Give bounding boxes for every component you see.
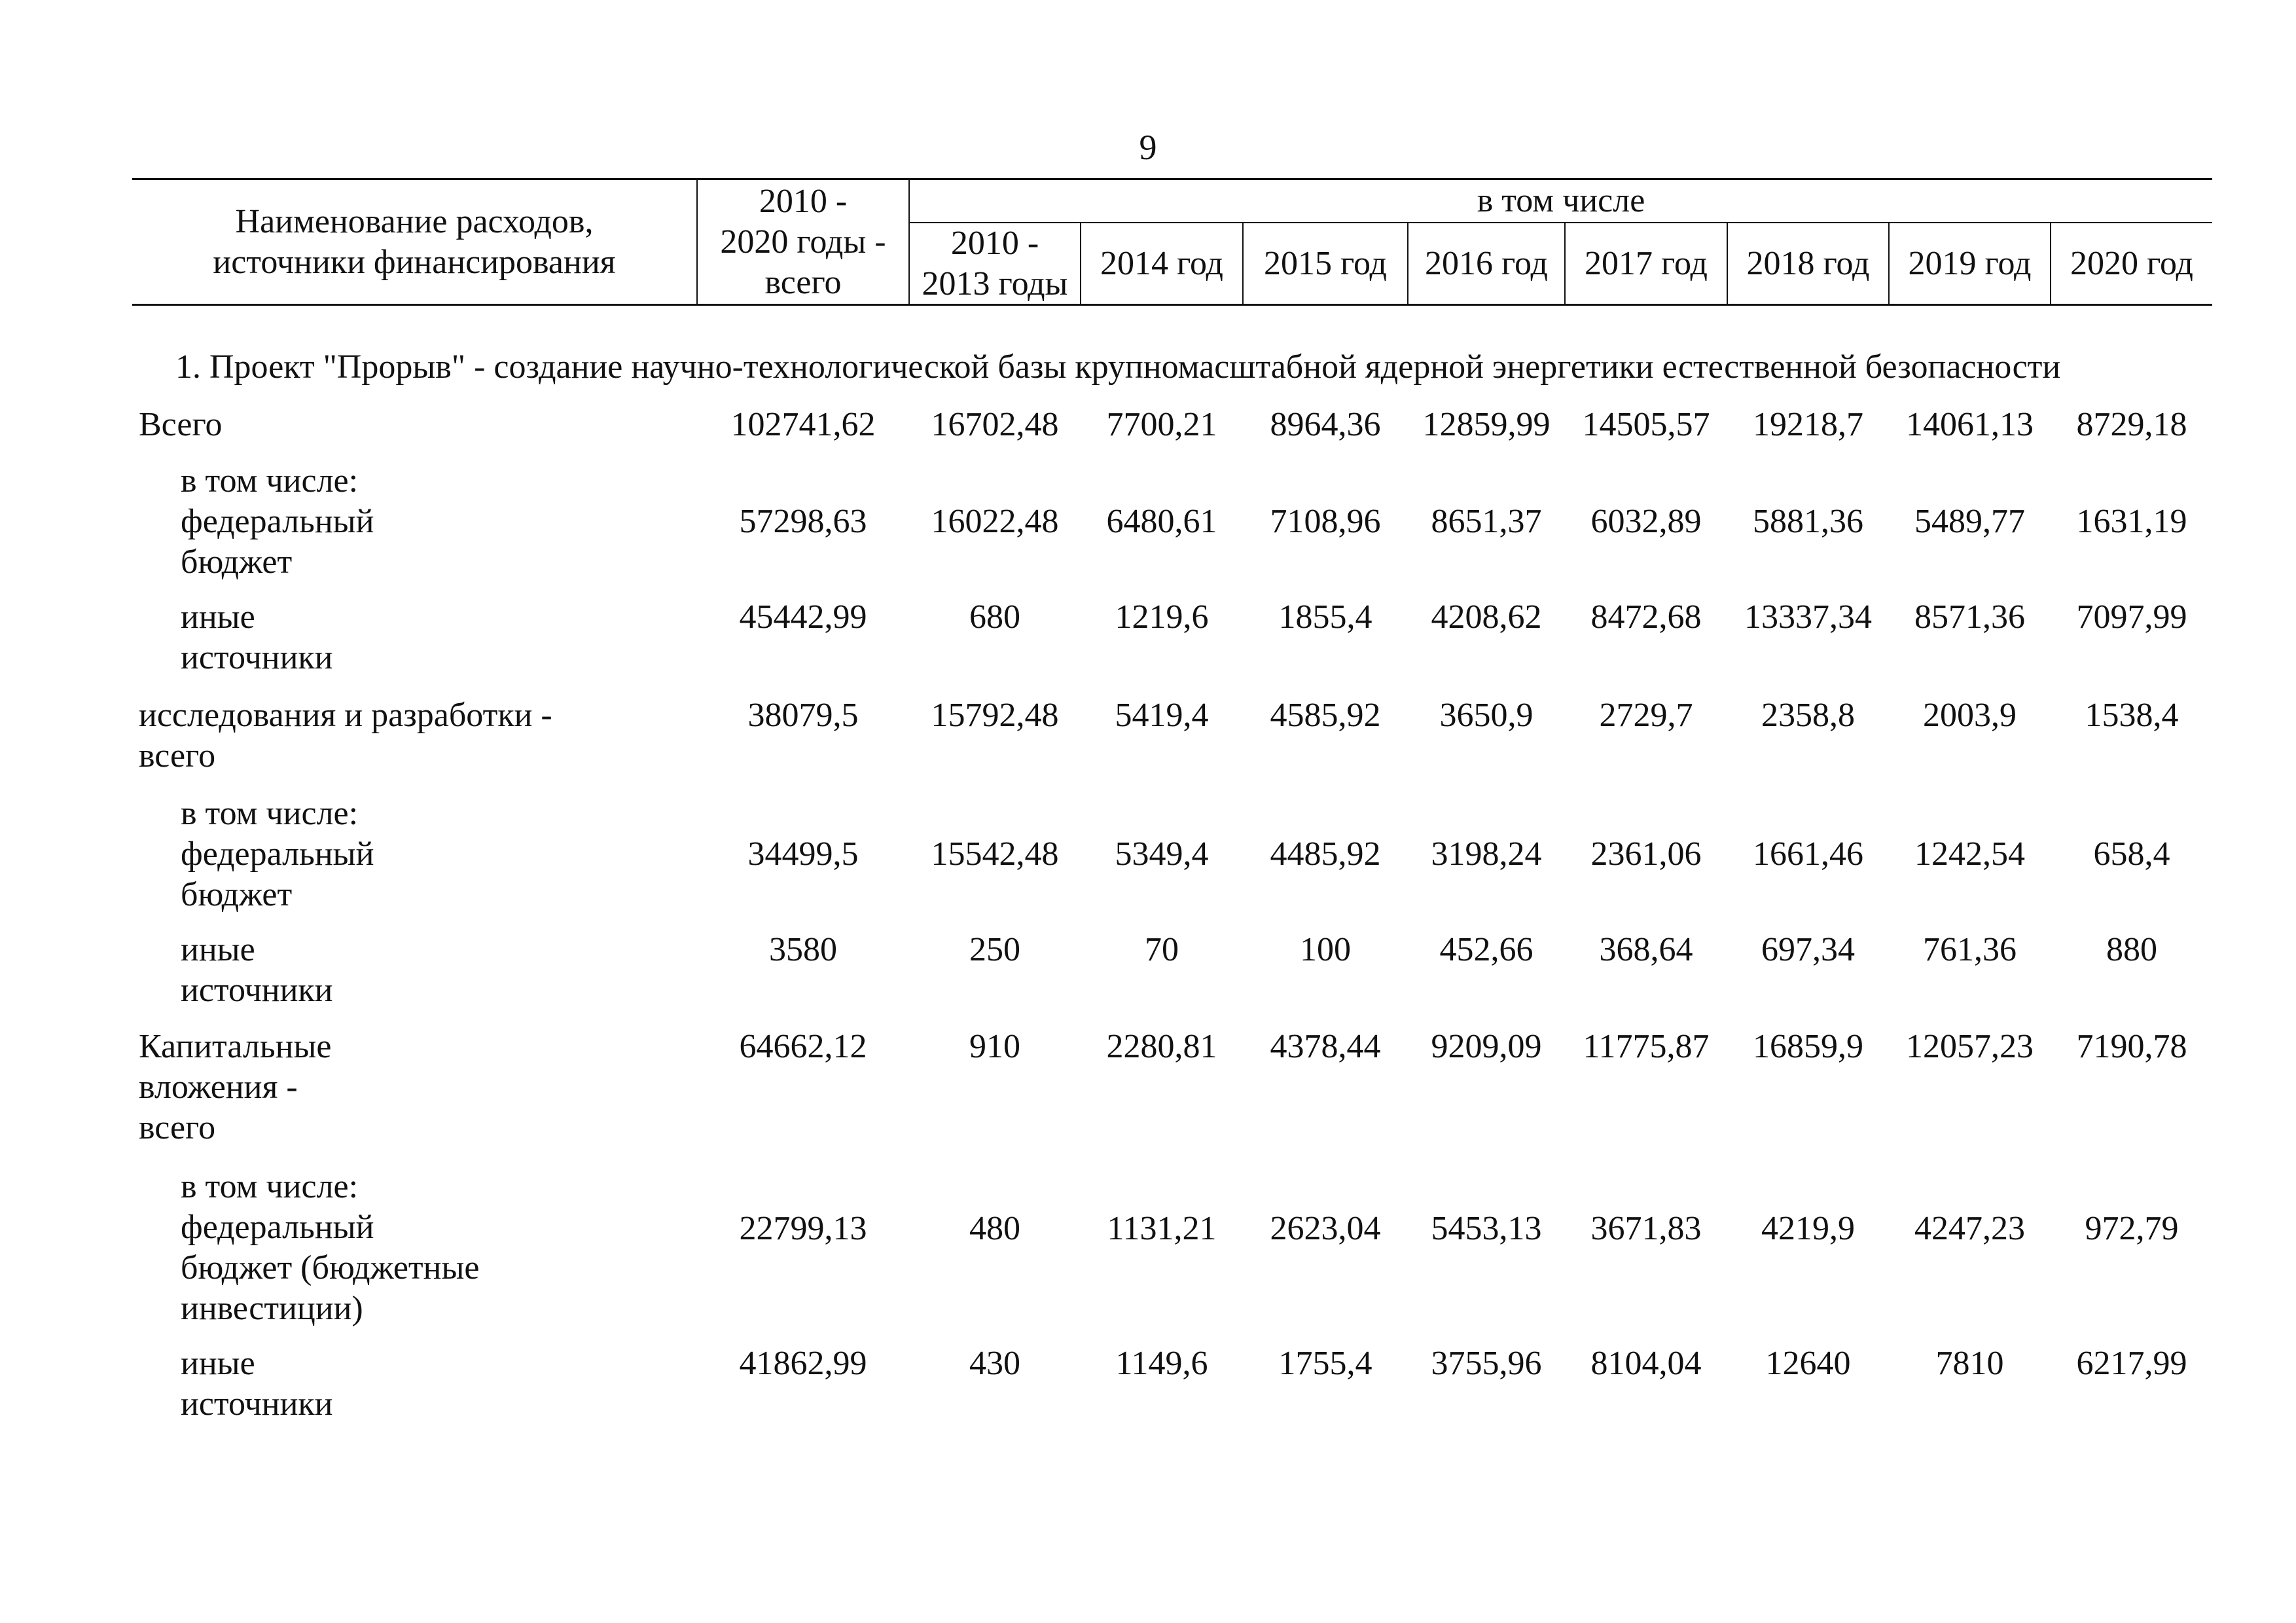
value-total: 41862,99 <box>739 1345 867 1382</box>
header-year-2018: 2018 год <box>1746 244 1870 282</box>
value-2020: 6217,99 <box>2076 1345 2187 1382</box>
value-2015: 4378,44 <box>1270 1028 1381 1065</box>
value-2010-2013: 910 <box>969 1028 1020 1065</box>
row-label-line: федеральный <box>181 503 374 540</box>
page-number: 9 <box>1139 128 1157 167</box>
value-2018: 19218,7 <box>1753 406 1863 443</box>
header-year-2014: 2014 год <box>1100 244 1223 282</box>
row-label-line: в том числе: <box>181 795 359 832</box>
value-2019: 1242,54 <box>1914 835 2025 873</box>
row-label-line: инвестиции) <box>181 1290 363 1327</box>
row-label-line: иные <box>181 598 255 636</box>
value-2018: 1661,46 <box>1753 835 1863 873</box>
row-label-line: иные <box>181 1345 255 1382</box>
value-2014: 1149,6 <box>1115 1345 1208 1382</box>
header-total-column <box>698 180 908 304</box>
value-2017: 8104,04 <box>1590 1345 1702 1382</box>
row-label-line: Всего <box>139 406 223 443</box>
value-2014: 5419,4 <box>1115 697 1209 734</box>
value-2014: 5349,4 <box>1115 835 1209 873</box>
row-label-line: всего <box>139 737 216 775</box>
header-year-2020: 2020 год <box>2070 244 2193 282</box>
value-2016: 3755,96 <box>1431 1345 1542 1382</box>
value-2017: 2361,06 <box>1590 835 1702 873</box>
value-2018: 697,34 <box>1761 931 1855 968</box>
row-label-line: бюджет (бюджетные <box>181 1249 480 1286</box>
value-2020: 1631,19 <box>2076 503 2187 540</box>
value-2020: 658,4 <box>2093 835 2170 873</box>
header-year-2017: 2017 год <box>1585 244 1708 282</box>
values-row <box>0 695 2296 736</box>
value-2018: 16859,9 <box>1753 1028 1863 1065</box>
value-2017: 2729,7 <box>1599 697 1693 734</box>
value-2016: 3198,24 <box>1431 835 1542 873</box>
value-2018: 4219,9 <box>1761 1210 1855 1247</box>
value-total: 64662,12 <box>739 1028 867 1065</box>
value-2016: 9209,09 <box>1431 1028 1542 1065</box>
value-2019: 12057,23 <box>1906 1028 2034 1065</box>
value-2019: 5489,77 <box>1914 503 2025 540</box>
values-row <box>0 501 2296 542</box>
value-2010-2013: 16702,48 <box>931 406 1059 443</box>
value-2010-2013: 680 <box>969 598 1020 636</box>
value-total: 3580 <box>769 931 837 968</box>
value-total: 34499,5 <box>747 835 859 873</box>
value-2010-2013: 15542,48 <box>931 835 1059 873</box>
value-2016: 452,66 <box>1439 931 1534 968</box>
value-2014: 2280,81 <box>1106 1028 1217 1065</box>
value-2010-2013: 430 <box>969 1345 1020 1382</box>
values-row <box>0 930 2296 970</box>
row-label-line: федеральный <box>181 835 374 873</box>
value-2017: 14505,57 <box>1582 406 1710 443</box>
header-total-line: 2010 - <box>759 182 848 220</box>
row-label-line: исследования и разработки - <box>139 697 552 734</box>
value-2015: 8964,36 <box>1270 406 1381 443</box>
value-2019: 14061,13 <box>1906 406 2034 443</box>
value-2010-2013: 16022,48 <box>931 503 1059 540</box>
value-2017: 8472,68 <box>1590 598 1702 636</box>
value-2019: 761,36 <box>1923 931 2017 968</box>
value-total: 38079,5 <box>747 697 859 734</box>
section-title: 1. Проект "Прорыв" - создание научно-технологической базы крупномасштабной ядерной энергетики естественной безопасности <box>175 348 2061 386</box>
value-total: 57298,63 <box>739 503 867 540</box>
row-label-line: иные <box>181 931 255 968</box>
header-total-line: 2020 годы - <box>720 223 886 261</box>
value-2020: 7097,99 <box>2076 598 2187 636</box>
value-2015: 7108,96 <box>1270 503 1381 540</box>
values-row <box>0 834 2296 875</box>
value-2015: 1755,4 <box>1278 1345 1372 1382</box>
header-name-line: Наименование расходов, <box>235 202 594 240</box>
value-2020: 880 <box>2106 931 2157 968</box>
value-2010-2013: 480 <box>969 1210 1020 1247</box>
value-2016: 5453,13 <box>1431 1210 1542 1247</box>
value-2014: 7700,21 <box>1106 406 1217 443</box>
values-row <box>0 1343 2296 1384</box>
header-year-2019: 2019 год <box>1908 244 2032 282</box>
value-2017: 6032,89 <box>1590 503 1702 540</box>
values-row <box>0 597 2296 638</box>
value-2014: 70 <box>1145 931 1179 968</box>
values-row <box>0 405 2296 445</box>
value-2017: 368,64 <box>1599 931 1693 968</box>
row-label-line: источники <box>181 1385 333 1423</box>
value-total: 102741,62 <box>730 406 876 443</box>
value-2018: 2358,8 <box>1761 697 1855 734</box>
value-2016: 4208,62 <box>1431 598 1542 636</box>
value-2019: 2003,9 <box>1923 697 2017 734</box>
row-label-line: федеральный <box>181 1209 374 1246</box>
header-bottom-rule <box>132 304 2212 306</box>
header-name-column <box>134 180 695 304</box>
row-label-line: источники <box>181 972 333 1009</box>
header-including: в том числе <box>1477 182 1645 219</box>
value-2010-2013: 15792,48 <box>931 697 1059 734</box>
header-year-2015: 2015 год <box>1264 244 1387 282</box>
row-label-line: вложения - <box>139 1068 298 1106</box>
header-period-line: 2010 - <box>950 224 1039 262</box>
value-2017: 3671,83 <box>1590 1210 1702 1247</box>
value-2015: 4585,92 <box>1270 697 1381 734</box>
value-2010-2013: 250 <box>969 931 1020 968</box>
value-2017: 11775,87 <box>1583 1028 1710 1065</box>
value-2016: 12859,99 <box>1422 406 1551 443</box>
row-label-line: в том числе: <box>181 1168 359 1205</box>
value-2016: 3650,9 <box>1439 697 1534 734</box>
row-label-line: всего <box>139 1109 216 1146</box>
value-2019: 8571,36 <box>1914 598 2025 636</box>
header-year-2016: 2016 год <box>1425 244 1548 282</box>
value-2020: 1538,4 <box>2085 697 2179 734</box>
value-2020: 8729,18 <box>2076 406 2187 443</box>
row-label-line: Капитальные <box>139 1028 332 1065</box>
header-period-column <box>910 223 1080 304</box>
value-2014: 1219,6 <box>1115 598 1209 636</box>
value-2014: 6480,61 <box>1106 503 1217 540</box>
value-2019: 7810 <box>1935 1345 2004 1382</box>
value-2015: 4485,92 <box>1270 835 1381 873</box>
value-total: 22799,13 <box>739 1210 867 1247</box>
value-2018: 13337,34 <box>1744 598 1872 636</box>
value-2015: 2623,04 <box>1270 1210 1381 1247</box>
header-period-line: 2013 годы <box>922 264 1068 302</box>
value-2020: 972,79 <box>2085 1210 2179 1247</box>
value-2016: 8651,37 <box>1431 503 1542 540</box>
values-row <box>0 1027 2296 1067</box>
value-2018: 5881,36 <box>1753 503 1863 540</box>
value-total: 45442,99 <box>739 598 867 636</box>
row-label-line: в том числе: <box>181 462 359 500</box>
row-label-line: источники <box>181 639 333 676</box>
value-2015: 100 <box>1300 931 1351 968</box>
value-2019: 4247,23 <box>1914 1210 2025 1247</box>
header-name-line: источники финансирования <box>213 243 616 281</box>
row-label-line: бюджет <box>181 876 293 913</box>
value-2014: 1131,21 <box>1107 1210 1217 1247</box>
values-row <box>0 1209 2296 1249</box>
value-2015: 1855,4 <box>1278 598 1372 636</box>
value-2018: 12640 <box>1765 1345 1851 1382</box>
header-total-line: всего <box>764 263 842 301</box>
value-2020: 7190,78 <box>2076 1028 2187 1065</box>
row-label-line: бюджет <box>181 543 293 581</box>
